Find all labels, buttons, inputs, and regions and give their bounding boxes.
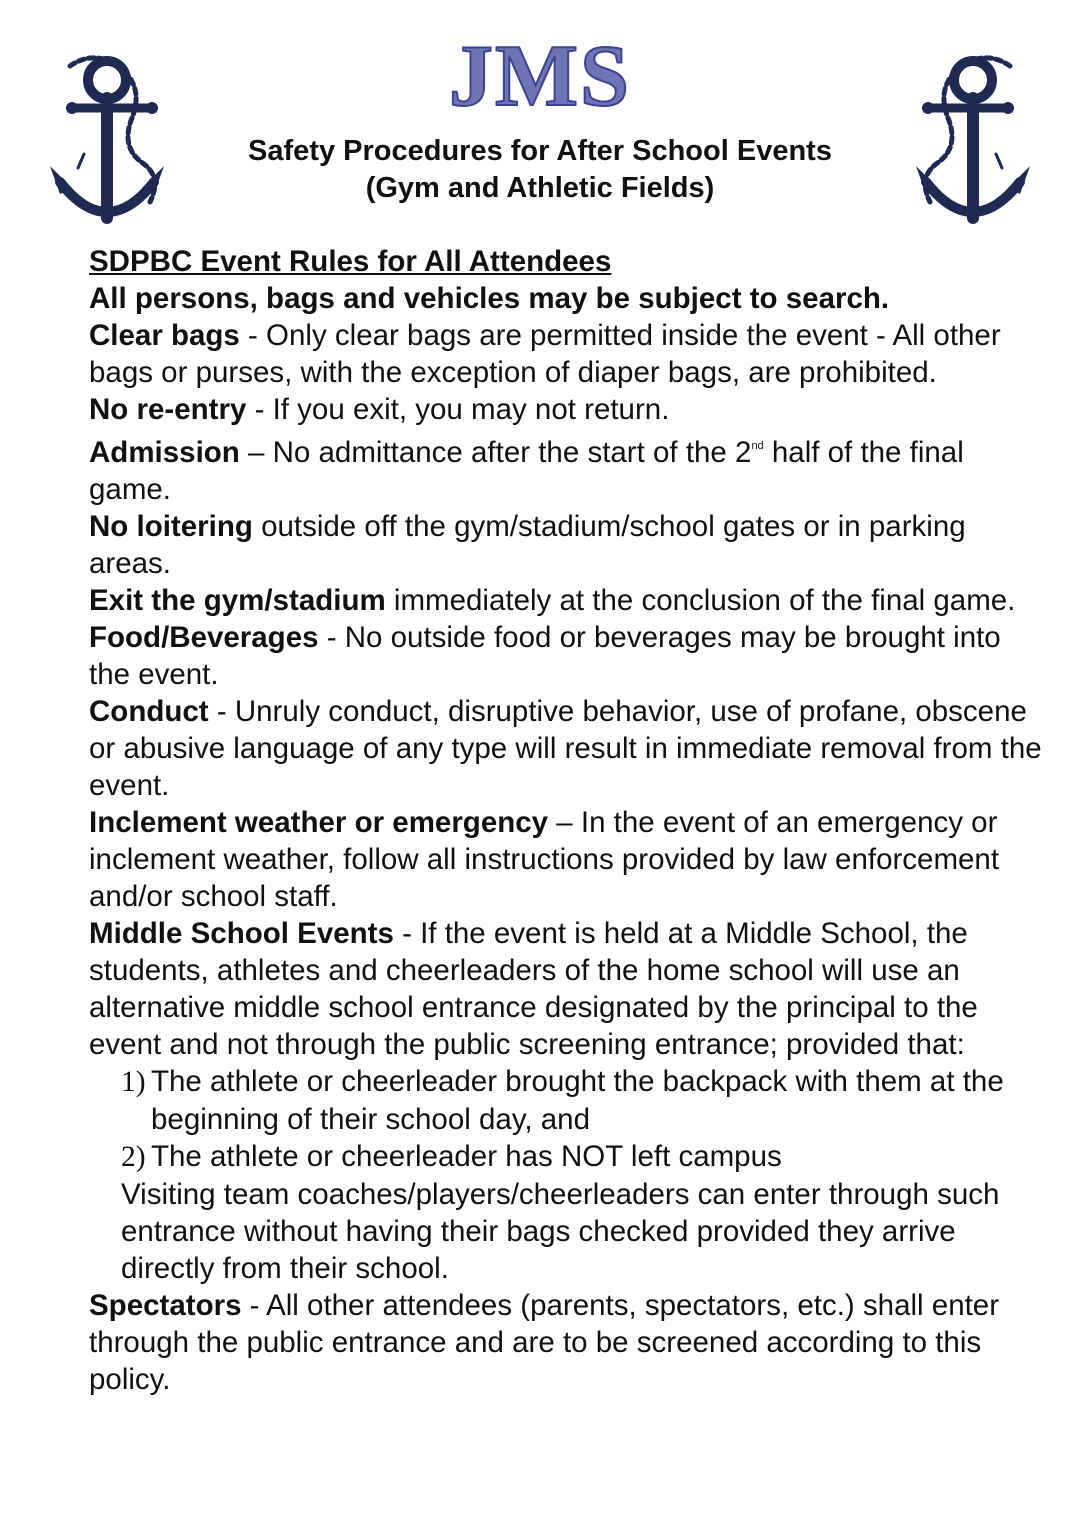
ordinal-suffix: nd [751,440,764,452]
title-line-2: (Gym and Athletic Fields) [365,172,715,204]
rule-text: - Only clear bags are permitted inside the event - All other bags or purses, with the exception of diaper bags, are prohibited. [89,319,1001,389]
rule-label: Food/Beverages [89,621,319,654]
rule-food-beverages [89,619,1049,693]
rule-label: No loitering [89,510,253,543]
list-item [121,1138,1049,1176]
rule-text: - If the event is held at a Middle School, the students, athletes and cheerleaders of the home school will use an alternative middle school entrance designated by the principal to the event and not through the public screening entrance; provided that: [89,917,978,1061]
rule-label: Inclement weather or emergency [89,806,549,839]
rule-text: - No outside food or beverages may be brought into the event. [89,621,1001,691]
rule-text: outside off the gym/stadium/school gates or in parking areas. [89,510,966,580]
list-item [121,1063,1049,1138]
rule-text: - All other attendees (parents, spectators, etc.) shall enter through the public entrance and are to be screened according to this policy. [89,1289,1000,1396]
rule-label: Exit the gym/stadium [89,584,386,617]
rule-text: immediately at the conclusion of the final game. [385,584,1016,617]
rule-label: Spectators [89,1289,242,1322]
rule-text: – In the event of an emergency or inclement weather, follow all instructions provided by law enforcement and/or school staff. [89,806,1000,913]
rules-content [89,243,1049,1398]
search-notice: All persons, bags and vehicles may be subject to search. [89,282,890,315]
rule-conduct [89,693,1049,804]
rule-text: - Unruly conduct, disruptive behavior, use of profane, obscene or abusive language of any type will result in immediate removal from the event. [89,695,1042,802]
school-logo-text: JMS [449,28,631,125]
rule-label: Conduct [89,695,209,728]
rule-middle-school-events [89,915,1049,1063]
rule-text: half of the final game. [89,436,964,506]
title-line-1: Safety Procedures for After School Events [248,135,832,167]
list-text: The athlete or cheerleader brought the backpack with them at the beginning of their school day, and [151,1065,1004,1136]
rule-inclement-weather [89,804,1049,915]
rule-no-reentry [89,391,1049,428]
rule-label: Admission [89,436,240,469]
rule-text: - If you exit, you may not return. [246,393,670,426]
rule-label: No re-entry [89,393,247,426]
rule-exit [89,582,1049,619]
list-number: 1) [121,1066,146,1098]
rule-no-loitering [89,508,1049,582]
visiting-team-note: Visiting team coaches/players/cheerleaders can enter through such entrance without having their bags checked provided they arrive directly from their school. [121,1178,1000,1285]
condition-list [89,1063,1049,1176]
rules-heading: SDPBC Event Rules for All Attendees [89,245,612,278]
rule-label: Clear bags [89,319,240,352]
rule-label: Middle School Events [89,917,394,950]
rule-clear-bags [89,317,1049,391]
list-number: 2) [121,1141,146,1173]
list-text: The athlete or cheerleader has NOT left campus [151,1140,782,1173]
rule-spectators [89,1287,1049,1398]
page-title [0,133,1080,207]
rule-text: – No admittance after the start of the 2 [239,436,752,469]
rule-admission [89,428,1049,508]
